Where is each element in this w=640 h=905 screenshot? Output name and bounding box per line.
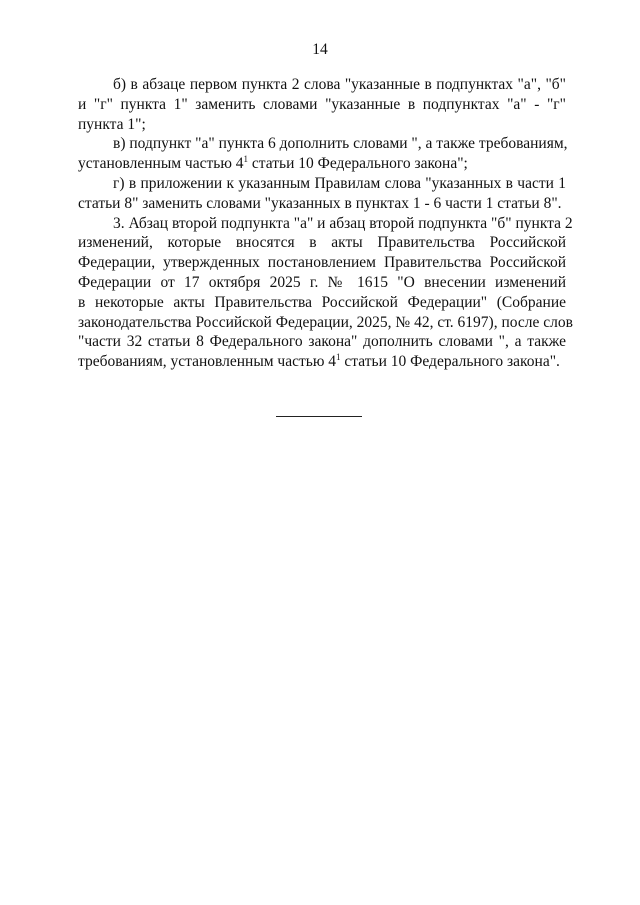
text-fragment: установленным частью 4 bbox=[78, 155, 244, 173]
text-fragment: статьи 10 Федерального закона". bbox=[340, 353, 560, 371]
text-line: статьи 8" заменить словами "указанных в пунктах 1 - 6 части 1 статьи 8". bbox=[78, 194, 562, 212]
text-line: законодательства Российской Федерации, 2025, № 42, ст. 6197), после слов bbox=[78, 313, 573, 331]
text-line: Федерации от 17 октября 2025 г. № 1615 "О внесении изменений bbox=[78, 273, 566, 291]
text-line: пункта 1"; bbox=[78, 115, 146, 133]
text-line: и "г" пункта 1" заменить словами "указанные в подпунктах "а" - "г" bbox=[78, 95, 566, 113]
paragraph-3 bbox=[78, 214, 573, 372]
document-body bbox=[78, 75, 573, 372]
text-line: "части 32 статьи 8 Федерального закона" дополнить словами ", а также bbox=[78, 333, 566, 351]
text-line: б) в абзаце первом пункта 2 слова "указанные в подпунктах "а", "б" bbox=[113, 76, 566, 93]
text-line: 3. Абзац второй подпункта "а" и абзац второй подпункта "б" пункта 2 bbox=[113, 214, 573, 232]
superscript: 1 bbox=[243, 154, 249, 165]
text-line bbox=[78, 154, 566, 174]
text-line: г) в приложении к указанным Правилам слова "указанных в части 1 bbox=[113, 174, 566, 192]
text-line: изменений, которые вносятся в акты Правительства Российской bbox=[78, 234, 566, 252]
text-fragment: статьи 10 Федерального закона"; bbox=[248, 155, 468, 173]
text-line: в) подпункт "а" пункта 6 дополнить словами ", а также требованиям, bbox=[113, 135, 568, 153]
paragraph-b bbox=[78, 75, 566, 134]
text-line: в некоторые акты Правительства Российской Федерации" (Собрание bbox=[78, 293, 566, 311]
end-separator-line bbox=[276, 416, 362, 417]
text-fragment: требованиям, установленным частью 4 bbox=[78, 353, 337, 371]
superscript: 1 bbox=[336, 352, 341, 363]
text-line: Федерации, утвержденных постановлением Правительства Российской bbox=[78, 254, 566, 272]
text-line bbox=[78, 352, 566, 372]
paragraph-g bbox=[78, 174, 566, 214]
page-number: 14 bbox=[312, 41, 328, 58]
paragraph-v bbox=[78, 134, 566, 174]
